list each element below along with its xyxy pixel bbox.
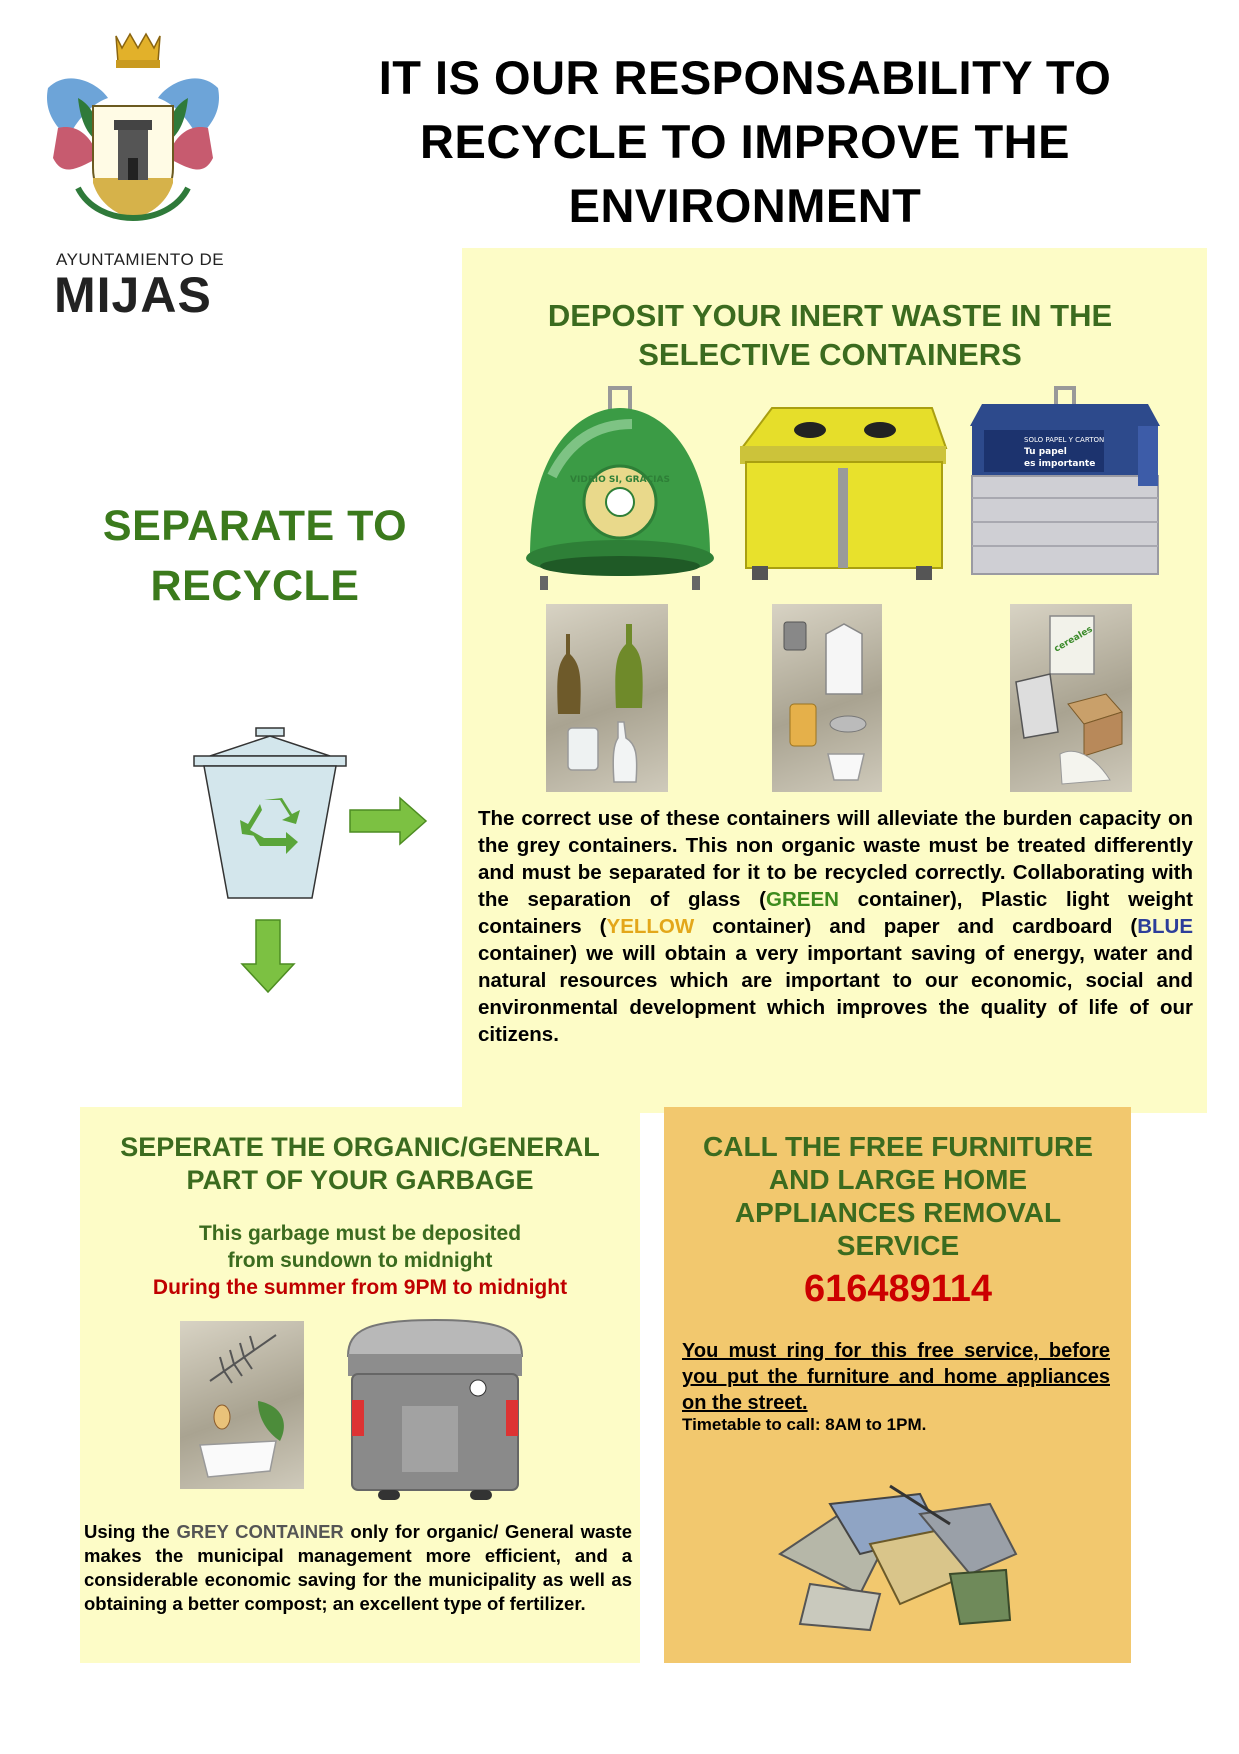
removal-timetable: Timetable to call: 8AM to 1PM. bbox=[682, 1415, 927, 1434]
organic-waste-heading bbox=[90, 1131, 630, 1197]
inert-body-part4: container) we will obtain a very important saving of energy, water and natural resources which are important to our economic, social and environmental development which improves the quality of life of our citizens. bbox=[478, 942, 1193, 1046]
coat-of-arms-icon bbox=[38, 28, 228, 248]
inert-body-part1: The correct use of these containers will alleviate the burden capacity on the grey containers. This non organic waste must be treated differently and must be separated for it to be recycled correctly. Collaborating with the separation of glass ( bbox=[478, 807, 1193, 911]
separate-title-line2: RECYCLE bbox=[150, 562, 360, 610]
inert-body-part2: container), Plastic light weight containers ( bbox=[478, 888, 1193, 938]
furniture-heading-line4: SERVICE bbox=[836, 1230, 960, 1261]
page-title-line1: IT IS OUR RESPONSABILITY TO bbox=[378, 51, 1112, 104]
right-arrow-icon bbox=[348, 796, 428, 846]
plastic-waste-image bbox=[772, 604, 882, 792]
blue-paper-container-image bbox=[962, 386, 1168, 590]
separate-title-line1: SEPARATE TO bbox=[102, 502, 408, 550]
paper-container-label3: es importante bbox=[1024, 459, 1096, 469]
glass-waste-image bbox=[546, 604, 668, 792]
inert-heading-line2: SELECTIVE CONTAINERS bbox=[638, 337, 1022, 372]
page-title-line3: ENVIRONMENT bbox=[568, 179, 922, 232]
furniture-removal-heading bbox=[676, 1130, 1120, 1262]
glass-container-label: VIDRIO SI, GRACIAS bbox=[570, 475, 670, 485]
separate-to-recycle-title bbox=[60, 496, 450, 616]
page-title bbox=[280, 46, 1210, 238]
inert-body-blue: BLUE bbox=[1137, 915, 1193, 938]
yellow-plastic-container-image bbox=[732, 398, 950, 584]
inert-waste-body-text bbox=[478, 805, 1193, 1048]
logo-org-line1: AYUNTAMIENTO DE bbox=[56, 250, 225, 269]
paper-container-label2: Tu papel bbox=[1024, 447, 1067, 457]
furniture-pile-image bbox=[770, 1474, 1024, 1638]
green-glass-container-image bbox=[522, 386, 718, 592]
inert-body-green: GREEN bbox=[766, 888, 839, 911]
removal-phone-number: 616489114 bbox=[803, 1268, 993, 1310]
organic-body-part2: only for organic/ General waste makes the municipal management more efficient, and a considerable economic saving for the municipality as well as obtaining a better compost; an excellent type of fertilizer. bbox=[84, 1521, 632, 1614]
organic-sub-line2: from sundown to midnight bbox=[227, 1249, 493, 1272]
furniture-heading-line2: AND LARGE HOME bbox=[768, 1164, 1028, 1195]
organic-waste-body-text bbox=[84, 1520, 632, 1616]
furniture-heading-line3: APPLIANCES REMOVAL bbox=[734, 1197, 1062, 1228]
inert-body-yellow: YELLOW bbox=[606, 915, 695, 938]
organic-body-grey: GREY CONTAINER bbox=[176, 1521, 344, 1542]
mijas-logo bbox=[38, 28, 228, 323]
paper-waste-image bbox=[1010, 604, 1132, 792]
organic-waste-image bbox=[180, 1321, 304, 1489]
cereal-box-label: cereales bbox=[1052, 624, 1095, 655]
grey-organic-container-image bbox=[338, 1316, 532, 1502]
organic-sub-line1: This garbage must be deposited bbox=[198, 1222, 522, 1245]
organic-heading-line2: PART OF YOUR GARBAGE bbox=[186, 1165, 534, 1195]
paper-container-label1: SOLO PAPEL Y CARTON bbox=[1024, 436, 1105, 444]
organic-body-part1: Using the bbox=[84, 1521, 177, 1542]
removal-service-note: You must ring for this free service, before you put the furniture and home appliances on the street. bbox=[682, 1340, 1110, 1414]
logo-org-name: MIJAS bbox=[54, 267, 212, 323]
organic-summer-schedule: During the summer from 9PM to midnight bbox=[152, 1276, 568, 1299]
inert-body-part3: container) and paper and cardboard ( bbox=[694, 915, 1138, 938]
organic-schedule-text bbox=[90, 1220, 630, 1301]
furniture-heading-line1: CALL THE FREE FURNITURE bbox=[703, 1131, 1093, 1162]
recycle-bin-icon bbox=[190, 726, 350, 902]
inert-waste-heading bbox=[480, 296, 1180, 374]
down-arrow-icon bbox=[240, 918, 296, 994]
page-title-line2: RECYCLE TO IMPROVE THE bbox=[420, 115, 1070, 168]
organic-heading-line1: SEPERATE THE ORGANIC/GENERAL bbox=[120, 1132, 600, 1162]
inert-heading-line1: DEPOSIT YOUR INERT WASTE IN THE bbox=[547, 298, 1113, 333]
